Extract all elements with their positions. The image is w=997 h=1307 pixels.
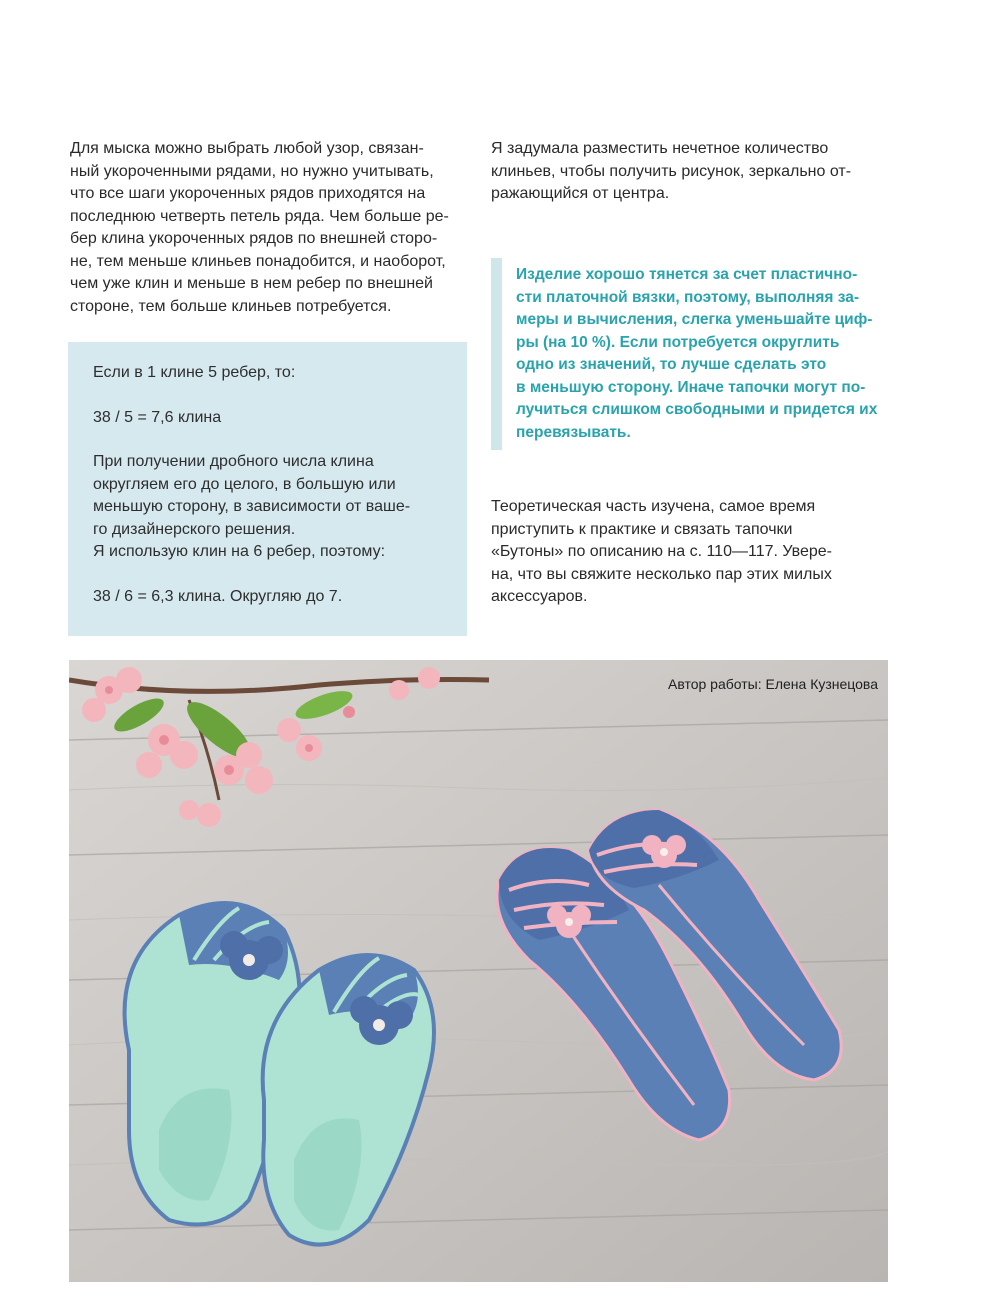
text-line: «Бутоны» по описанию на с. 110—117. Увере- (491, 543, 832, 560)
text-line: ражающийся от центра. (491, 185, 670, 202)
text-line: стороне, тем больше клиньев потребуется. (70, 297, 392, 315)
calc-line: го дизайнерского решения. (93, 520, 296, 538)
closing-paragraph (491, 496, 891, 609)
text-line: не, тем меньше клиньев понадобится, и наоборот, (70, 252, 446, 270)
text-line: аксессуаров. (491, 588, 588, 605)
calc-formula-1: 38 / 5 = 7,6 клина (93, 408, 222, 426)
calc-formula-2: 38 / 6 = 6,3 клина. Округляю до 7. (93, 587, 343, 605)
photo-illustration (69, 660, 888, 1282)
callout-line: ры (на 10 %). Если потребуется округлить (516, 333, 840, 351)
text-line: Для мыска можно выбрать любой узор, связан- (70, 140, 424, 157)
intro-paragraph (70, 138, 470, 318)
callout-line: перевязывать. (516, 423, 631, 441)
callout-line: в меньшую сторону. Иначе тапочки могут по- (516, 378, 866, 396)
callout-line: одно из значений, то лучше сделать это (516, 356, 827, 373)
calc-line: округляем его до целого, в большую или (93, 475, 396, 493)
text-line: Я задумала разместить нечетное количество (491, 140, 829, 157)
design-paragraph (491, 138, 891, 206)
text-line: клиньев, чтобы получить рисунок, зеркально от- (491, 162, 852, 180)
text-line: ный укороченными рядами, но нужно учитывать, (70, 162, 434, 180)
calc-line: меньшую сторону, в зависимости от ваше- (93, 498, 411, 515)
text-line: чем уже клин и меньше в нем ребер по внешней (70, 275, 433, 292)
calc-line: Я использую клин на 6 ребер, поэтому: (93, 543, 386, 560)
tip-callout (491, 258, 891, 450)
text-line: Теоретическая часть изучена, самое время (491, 498, 816, 515)
callout-text (516, 264, 886, 444)
text-line: на, что вы свяжите несколько пар этих милых (491, 565, 832, 583)
calculation-box (68, 342, 467, 636)
text-line: бер клина укороченных рядов по внешней сторо- (70, 230, 438, 247)
text-line: последнюю четверть петель ряда. Чем больше ре- (70, 207, 449, 225)
text-line: приступить к практике и связать тапочки (491, 520, 793, 538)
callout-line: лучиться слишком свободными и придется их (516, 401, 878, 418)
photo-credit: Автор работы: Елена Кузнецова (667, 676, 878, 692)
calc-line: Если в 1 клине 5 ребер, то: (93, 364, 296, 381)
callout-line: Изделие хорошо тянется за счет пластично- (516, 266, 858, 283)
callout-line: меры и вычисления, слегка уменьшайте циф- (516, 311, 873, 328)
calc-line: При получении дробного числа клина (93, 453, 374, 470)
text-line: что все шаги укороченных рядов приходятся на (70, 185, 426, 202)
callout-bar (491, 258, 502, 450)
callout-line: сти платочной вязки, поэтому, выполняя за- (516, 288, 860, 306)
slippers-photo (69, 660, 888, 1282)
